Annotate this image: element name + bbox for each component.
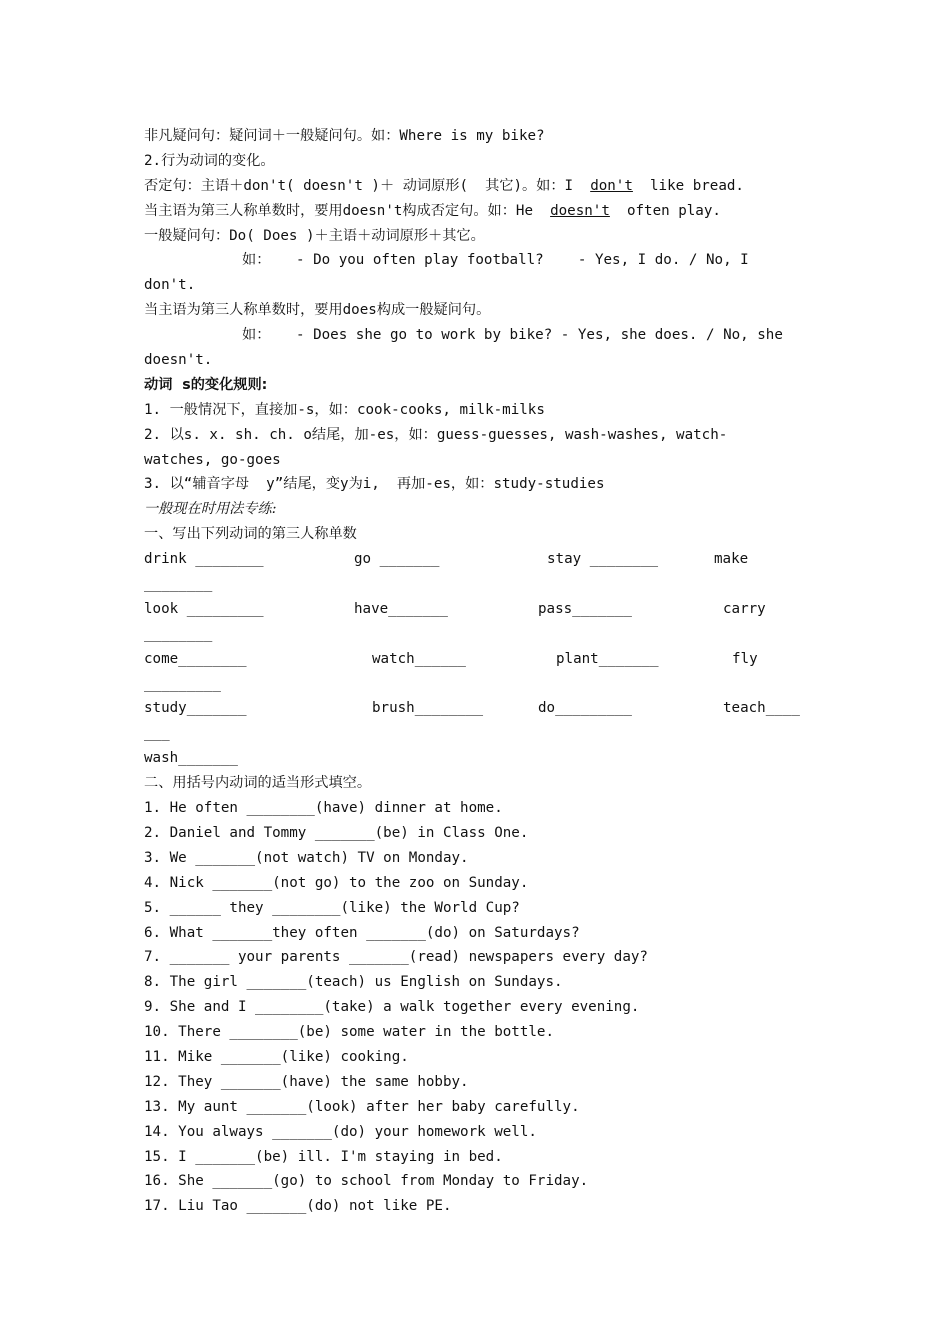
exercise-item: 11. Mike _______(like) cooking. [144,1048,409,1065]
verb-blank: study_______ [144,700,247,717]
exercise-item: 15. I _______(be) ill. I'm staying in bed. [144,1148,503,1165]
underlined-example: don't [590,177,633,194]
third-person-rule: 当主语为第三人称单数时，要用does构成一般疑问句。 [144,302,491,319]
verb-blank-cont: ___ [144,725,170,742]
verb-blank: do_________ [538,700,632,717]
example-line: 如： - Do you often play football? - Yes, I do. / No, I [242,252,749,269]
verb-row [144,647,814,672]
verb-blank: come________ [144,650,247,667]
verb-row [144,597,814,622]
part-one-heading: 一、写出下列动词的第三人称单数 [144,526,357,543]
section-heading: 2.行为动词的变化。 [144,152,275,169]
verb-blank: carry [723,600,766,617]
verb-blank-cont: _________ [144,675,221,692]
rule-item-cont: watches, go-goes [144,451,281,468]
verb-blank: watch______ [372,650,466,667]
general-question-rule: 一般疑问句：Do( Does )＋主语＋动词原形＋其它。 [144,227,485,244]
verb-blank: go _______ [354,551,440,568]
exercise-item: 6. What _______they often _______(do) on Saturdays? [144,924,580,941]
exercise-item: 14. You always _______(do) your homework well. [144,1123,537,1140]
rule-item: 2. 以s. x. sh. ch. o结尾，加-es，如：guess-guesses, wash-washes, watch- [144,426,728,443]
verb-blank: fly [732,650,758,667]
document-page [144,124,814,1219]
example-line-cont: doesn't. [144,352,213,369]
exercise-item: 3. We _______(not watch) TV on Monday. [144,849,469,866]
rule-item: 3. 以“辅音字母 y”结尾，变y为i, 再加-es，如：study-studies [144,476,605,493]
verb-blank: make [714,551,749,568]
exercise-item: 2. Daniel and Tommy _______(be) in Class One. [144,824,529,841]
verb-blank: drink ________ [144,551,264,568]
exercise-item: 7. _______ your parents _______(read) newspapers every day? [144,949,648,966]
underlined-example: doesn't [550,202,610,219]
example-line: 如： - Does she go to work by bike? - Yes, she does. / No, she [242,327,783,344]
example-line-cont: don't. [144,277,196,294]
exercise-item: 10. There ________(be) some water in the bottle. [144,1024,554,1041]
verb-blank: have_______ [354,600,448,617]
verb-blank: wash_______ [144,750,238,767]
exercise-item: 13. My aunt _______(look) after her baby carefully. [144,1098,580,1115]
fill-in-list [144,796,814,1219]
special-question-rule: 非凡疑问句：疑问词＋一般疑问句。如：Where is my bike? [144,128,545,144]
exercise-title: 一般现在时用法专练: [144,501,277,518]
verb-blank-cont: ________ [144,625,213,642]
verb-row [144,696,814,721]
exercise-item: 9. She and I ________(take) a walk together every evening. [144,999,640,1016]
exercise-item: 5. ______ they ________(like) the World Cup? [144,899,520,916]
exercise-item: 1. He often ________(have) dinner at home. [144,800,503,817]
verb-blank: teach____ [723,700,800,717]
verb-row [144,547,814,572]
verb-blank: plant_______ [556,650,659,667]
exercise-item: 17. Liu Tao _______(do) not like PE. [144,1198,452,1215]
rule-item: 1. 一般情况下，直接加-s，如：cook-cooks, milk-milks [144,401,545,418]
verb-blank: pass_______ [538,600,632,617]
rules-title: 动词 s的变化规则: [144,376,268,393]
verb-blank: brush________ [372,700,484,717]
exercise-item: 4. Nick _______(not go) to the zoo on Sunday. [144,874,529,891]
verb-blank: stay ________ [547,551,659,568]
exercise-item: 8. The girl _______(teach) us English on Sundays. [144,974,563,991]
verb-blank-cont: ________ [144,576,213,593]
part-two-heading: 二、用括号内动词的适当形式填空。 [144,775,372,792]
negative-rule: 否定句：主语＋don't( doesn't )＋ 动词原形( 其它)。如：I don't like bread. [144,177,744,194]
negative-third-person-rule: 当主语为第三人称单数时，要用doesn't构成否定句。如：He doesn't often play. [144,202,721,219]
exercise-item: 12. They _______(have) the same hobby. [144,1073,469,1090]
exercise-item: 16. She _______(go) to school from Monday to Friday. [144,1173,589,1190]
verb-blank: look _________ [144,600,264,617]
